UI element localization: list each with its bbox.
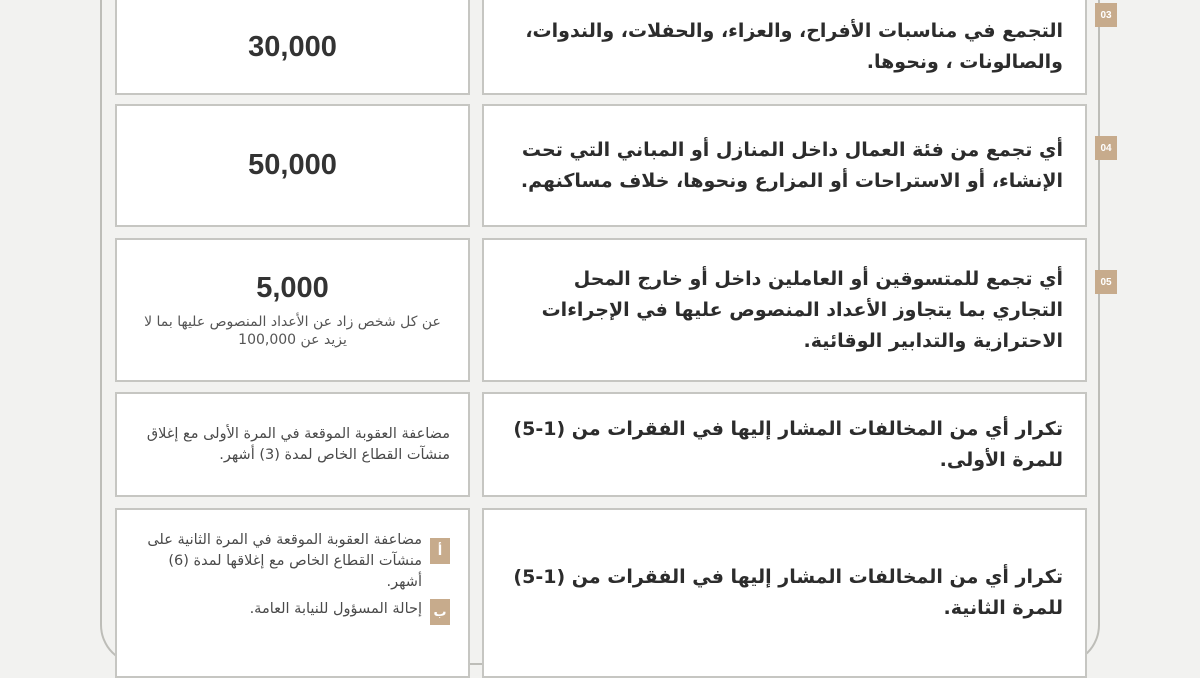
row-number: 03 <box>1100 9 1112 21</box>
violation-description: أي تجمع للمتسوقين أو العاملين داخل أو خارج المحل التجاري بما يتجاوز الأعداد المنصوص عليها في الإجراءات الاحترازية والتدابير الوقائية. <box>541 267 1063 352</box>
fine-amount-cell <box>115 238 470 382</box>
penalty-cell <box>115 508 470 678</box>
penalty-item <box>135 599 450 625</box>
penalty-item-text: مضاعفة العقوبة الموقعة في المرة الثانية على منشآت القطاع الخاص مع إغلاقها لمدة (6) أشهر. <box>147 532 422 590</box>
row-number: 04 <box>1100 142 1112 154</box>
row-number-badge <box>1095 3 1117 27</box>
penalty-item <box>135 530 450 593</box>
fine-amount: 30,000 <box>248 31 337 63</box>
violation-description: تكرار أي من المخالفات المشار إليها في الفقرات من (1-5) للمرة الثانية. <box>513 566 1063 619</box>
violation-description-cell <box>482 392 1087 497</box>
violation-description-cell <box>482 238 1087 382</box>
fine-amount-cell <box>115 104 470 227</box>
row-number-badge <box>1095 270 1117 294</box>
violation-description-cell <box>482 0 1087 95</box>
violation-description: تكرار أي من المخالفات المشار إليها في الفقرات من (1-5) للمرة الأولى. <box>513 417 1063 471</box>
violation-description: التجمع في مناسبات الأفراح، والعزاء، والحفلات، والندوات، والصالونات ، ونحوها. <box>525 19 1063 73</box>
violation-description-cell <box>482 508 1087 678</box>
penalty-item-badge: أ <box>430 538 450 564</box>
fine-amount: 5,000 <box>256 271 329 304</box>
penalty-item-text: إحالة المسؤول للنيابة العامة. <box>249 601 422 617</box>
row-number-badge <box>1095 136 1117 160</box>
fine-amount-cell <box>115 0 470 95</box>
fine-amount-note: عن كل شخص زاد عن الأعداد المنصوص عليها بما لا يزيد عن 100,000 <box>144 313 441 348</box>
penalty-cell <box>115 392 470 497</box>
row-number: 05 <box>1100 276 1112 288</box>
penalty-text: مضاعفة العقوبة الموقعة في المرة الأولى مع إغلاق منشآت القطاع الخاص لمدة (3) أشهر. <box>146 425 450 463</box>
violation-description-cell <box>482 104 1087 227</box>
violation-description: أي تجمع من فئة العمال داخل المنازل أو المباني التي تحت الإنشاء، أو الاستراحات أو المزارع ونحوها، خلاف مساكنهم. <box>520 138 1063 192</box>
penalty-item-badge: ب <box>430 599 450 625</box>
fine-amount: 50,000 <box>248 149 337 181</box>
